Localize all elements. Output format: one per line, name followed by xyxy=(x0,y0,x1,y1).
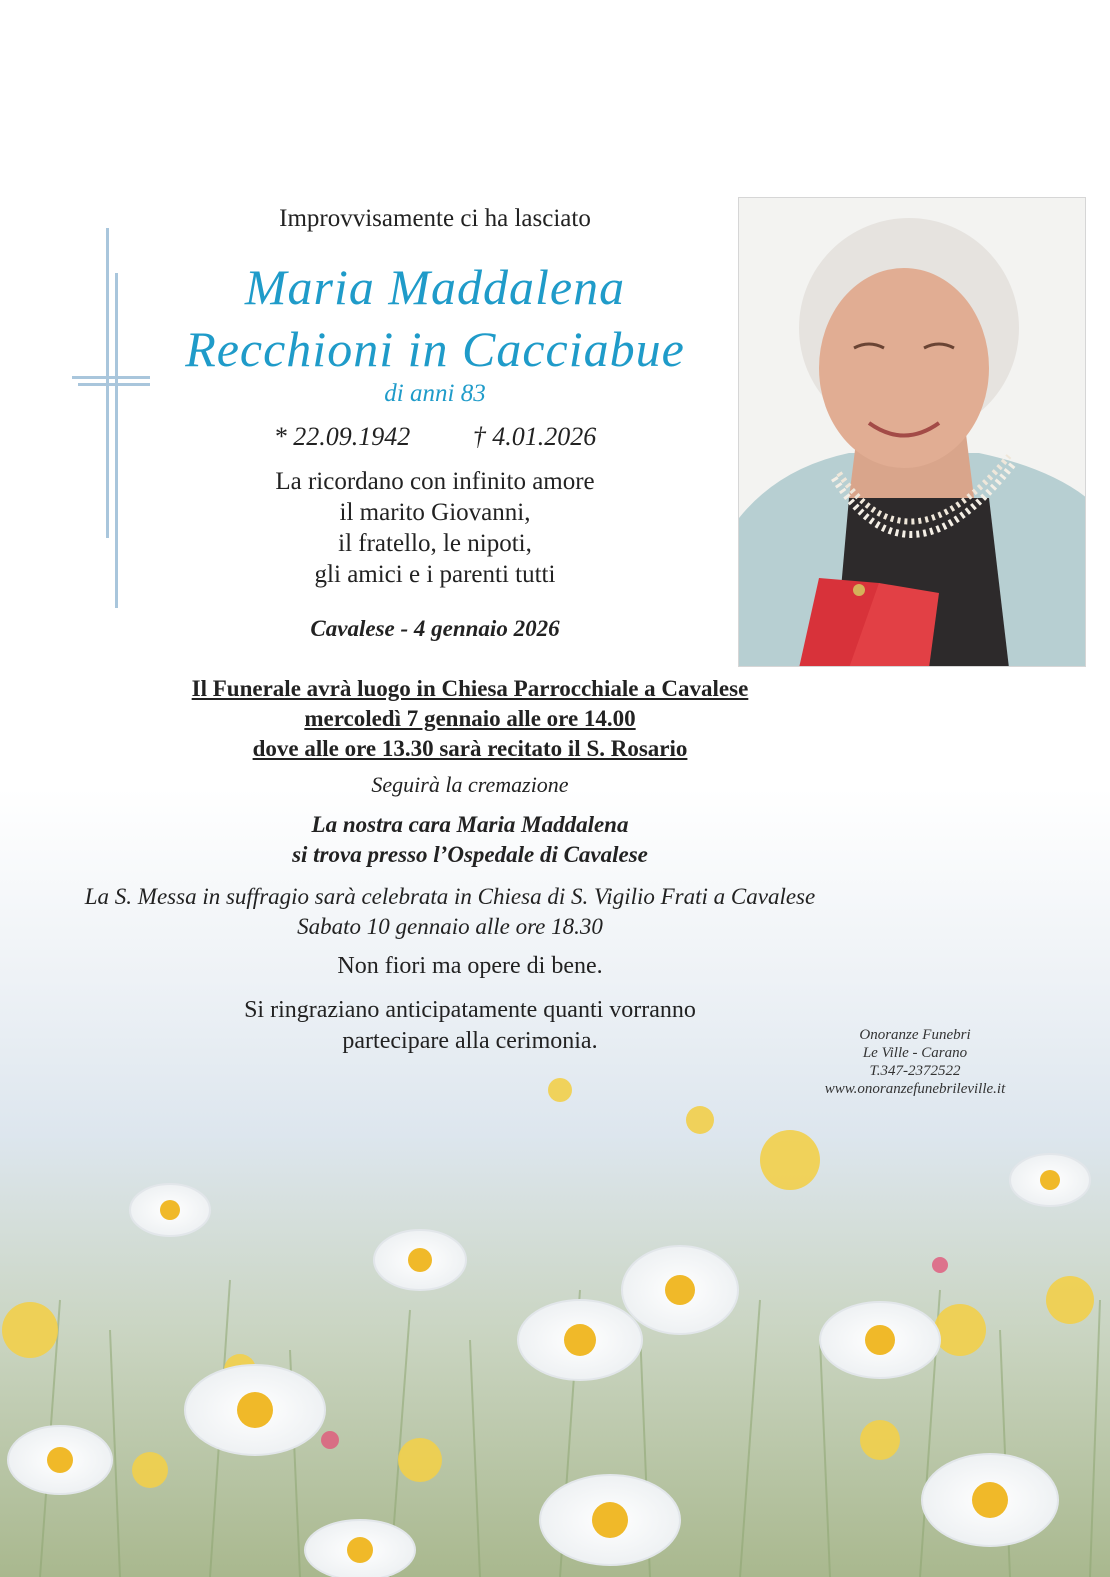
mass-line: Sabato 10 gennaio alle ore 18.30 xyxy=(297,914,603,939)
funeral-line: dove alle ore 13.30 sarà recitato il S. Rosario xyxy=(252,736,688,761)
death-date: † 4.01.2026 xyxy=(472,422,597,451)
mass-details xyxy=(30,882,870,942)
funeral-details xyxy=(60,674,880,764)
agency-location: Le Ville - Carano xyxy=(862,1045,968,1061)
body-location-line: si trova presso l’Ospedale di Cavalese xyxy=(292,842,648,867)
intro-text: Improvvisamente ci ha lasciato xyxy=(279,205,591,232)
life-dates xyxy=(185,422,685,452)
mass-line: La S. Messa in suffragio sarà celebrata in Chiesa di S. Vigilio Frati a Cavalese xyxy=(84,884,816,909)
deceased-name-line1: Maria Maddalena xyxy=(244,259,626,315)
deceased-age: di anni 83 xyxy=(384,380,486,407)
place-and-date: Cavalese - 4 gennaio 2026 xyxy=(310,616,560,641)
agency-phone: T.347-2372522 xyxy=(869,1063,961,1079)
portrait-illustration xyxy=(739,198,1086,667)
portrait-photo xyxy=(738,197,1086,667)
cremation-note: Seguirà la cremazione xyxy=(371,772,569,797)
agency-website: www.onoranzefunebrileville.it xyxy=(824,1081,1006,1097)
body-location xyxy=(60,810,880,870)
thanks-line: partecipare alla cerimonia. xyxy=(342,1028,598,1054)
mourners-line: gli amici e i parenti tutti xyxy=(314,561,556,588)
birth-date: * 22.09.1942 xyxy=(273,422,411,451)
thanks-line: Si ringraziano anticipatamente quanti vorranno xyxy=(244,997,696,1023)
mourners-line: La ricordano con infinito amore xyxy=(275,468,595,495)
mourners-line: il marito Giovanni, xyxy=(339,499,531,526)
body-location-line: La nostra cara Maria Maddalena xyxy=(311,812,629,837)
thanks-note xyxy=(60,995,880,1057)
agency-name: Onoranze Funebri xyxy=(859,1027,971,1043)
funeral-agency-info xyxy=(780,1026,1050,1098)
funeral-line: mercoledì 7 gennaio alle ore 14.00 xyxy=(304,706,636,731)
funeral-line: Il Funerale avrà luogo in Chiesa Parrocchiale a Cavalese xyxy=(191,676,749,701)
mourners-line: il fratello, le nipoti, xyxy=(338,530,532,557)
mourners-block xyxy=(185,466,685,590)
deceased-name-line2: Recchioni in Cacciabue xyxy=(185,321,685,377)
no-flowers-note: Non fiori ma opere di bene. xyxy=(337,953,603,979)
